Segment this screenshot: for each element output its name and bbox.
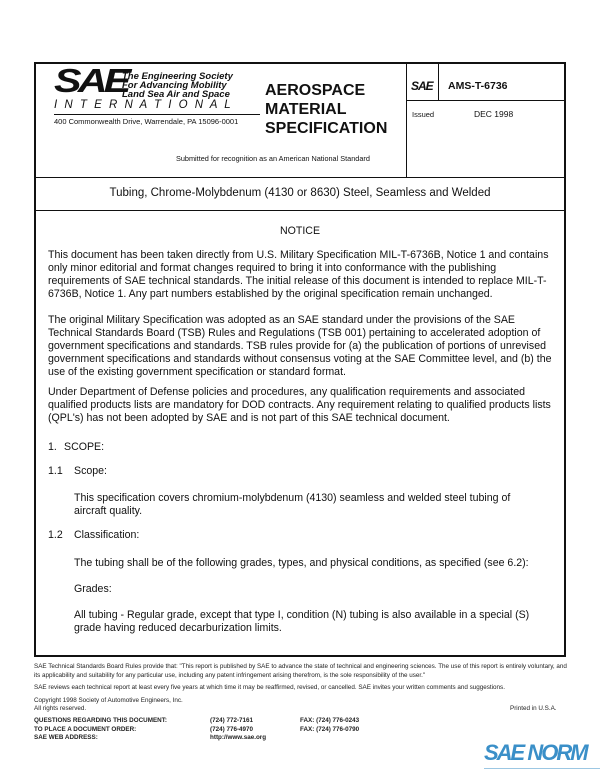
section-1-2-number: 1.2 [48, 529, 63, 541]
document-type [265, 81, 387, 138]
footer-copyright: Copyright 1998 Society of Automotive Engineers, Inc. [34, 697, 183, 704]
sae-tagline [122, 72, 233, 99]
watermark-rule [484, 768, 600, 769]
notice-heading: NOTICE [279, 225, 321, 237]
section-1-1-text: This specification covers chromium-molybdenum (4130) seamless and welded steel tubing of aircraft quality. [74, 492, 511, 517]
section-1-2-title: Classification: [74, 529, 140, 541]
logo-cell-divider [438, 62, 439, 100]
notice-paragraph: This document has been taken directly from U.S. Military Specification MIL-T-6736B, Notice 1 and contains only minor editorial and format changes required to bring it into conformance with the publishing requirements of SAE technical standards. The initial release of this document is intended to replace MIL-T-6736B, Notice 1. Any part numbers established by the original specification remain unchanged. [48, 249, 549, 300]
contact-fax [300, 717, 359, 734]
document-title: Tubing, Chrome-Molybdenum (4130 or 8630) Steel, Seamless and Welded [109, 187, 491, 199]
submitted-notice: Submitted for recognition as an American National Standard [176, 154, 370, 163]
contact-phone: (724) 772-7161 [210, 717, 254, 724]
tagline-line: For Advancing Mobility [122, 80, 227, 91]
contact-fax-number: FAX: (724) 776-0243 [300, 717, 360, 724]
notice-paragraph: Under Department of Defense policies and procedures, any qualification requirements and associated qualified products lists are mandatory for DOD contracts. Any requirement relating to qualified products lists (QPL's) has not been adopted by SAE and is not part of this SAE technical document. [48, 386, 551, 424]
contact-label: SAE WEB ADDRESS: [34, 734, 98, 741]
notice-paragraph: The original Military Specification was adopted as an SAE standard under the provisions of the SAE Technical Standards Board (TSB) Rules and Regulations (TSB 001) pertaining to accelerated adoption of government specifications and standards. TSB rules provide for (a) the publication of portions of unrevised government specifications and standards without consensus voting at the SAE Committee level, and (b) the use of the existing government specification or standard format. [48, 314, 552, 378]
number-row-divider [406, 100, 566, 101]
doc-type-line: AEROSPACE [265, 82, 366, 99]
header-column-divider [406, 62, 407, 177]
sae-logo: SAE [54, 62, 128, 99]
tagline-line: The Engineering Society [122, 71, 233, 82]
section-1-1-title: Scope: [74, 465, 107, 477]
grades-label: Grades: [74, 583, 112, 595]
watermark-logo: SAE NORM [484, 740, 587, 765]
section-1-1-number: 1.1 [48, 465, 63, 477]
web-address-link[interactable]: http://www.sae.org [210, 734, 267, 741]
tagline-line: Land Sea Air and Space [122, 89, 230, 100]
sae-address: 400 Commonwealth Drive, Warrendale, PA 15096-0001 [54, 117, 239, 126]
footer-rights: All rights reserved. [34, 705, 87, 712]
doc-type-line: SPECIFICATION [265, 120, 388, 137]
footer-reviews: SAE reviews each technical report at least every five years at which time it may be reaffirmed, revised, or cancelled. SAE invites your written comments and suggestions. [34, 684, 505, 691]
contact-label: QUESTIONS REGARDING THIS DOCUMENT: [34, 717, 167, 724]
sae-norm-watermark [484, 740, 587, 766]
issued-label: Issued [412, 110, 435, 119]
international-text: I N T E R N A T I O N A L [54, 99, 233, 111]
footer-rules: SAE Technical Standards Board Rules provide that: "This report is published by SAE to advance the state of technical and engineering sciences. The use of this report is entirely voluntary, and its applicability and suitability for any particular use, including any patent infringement arising therefrom, is the sole responsibility of the user." [34, 663, 567, 679]
logo-underline [54, 114, 260, 115]
issued-date: DEC 1998 [474, 109, 514, 119]
document-number: AMS-T-6736 [448, 80, 508, 92]
contact-row [34, 717, 167, 743]
section-1-number: 1. [48, 441, 57, 453]
sae-small-logo: SAE [411, 79, 433, 93]
contact-phone: (724) 776-4970 [210, 725, 254, 733]
section-1-title: SCOPE: [64, 441, 105, 453]
title-divider [34, 210, 566, 211]
doc-type-line: MATERIAL [265, 101, 347, 118]
section-1-2-text: The tubing shall be of the following grades, types, and physical conditions, as specified (see 6.2): [74, 557, 529, 569]
footer-printed: Printed in U.S.A. [510, 705, 557, 712]
header-divider [34, 177, 566, 178]
contact-label: TO PLACE A DOCUMENT ORDER: [34, 725, 137, 733]
contact-values [210, 717, 266, 743]
grades-text: All tubing - Regular grade, except that type I, condition (N) tubing is also available in a special (S) grade having reduced decarburization limits. [74, 609, 530, 634]
contact-fax-number: FAX: (724) 776-0790 [300, 725, 360, 733]
